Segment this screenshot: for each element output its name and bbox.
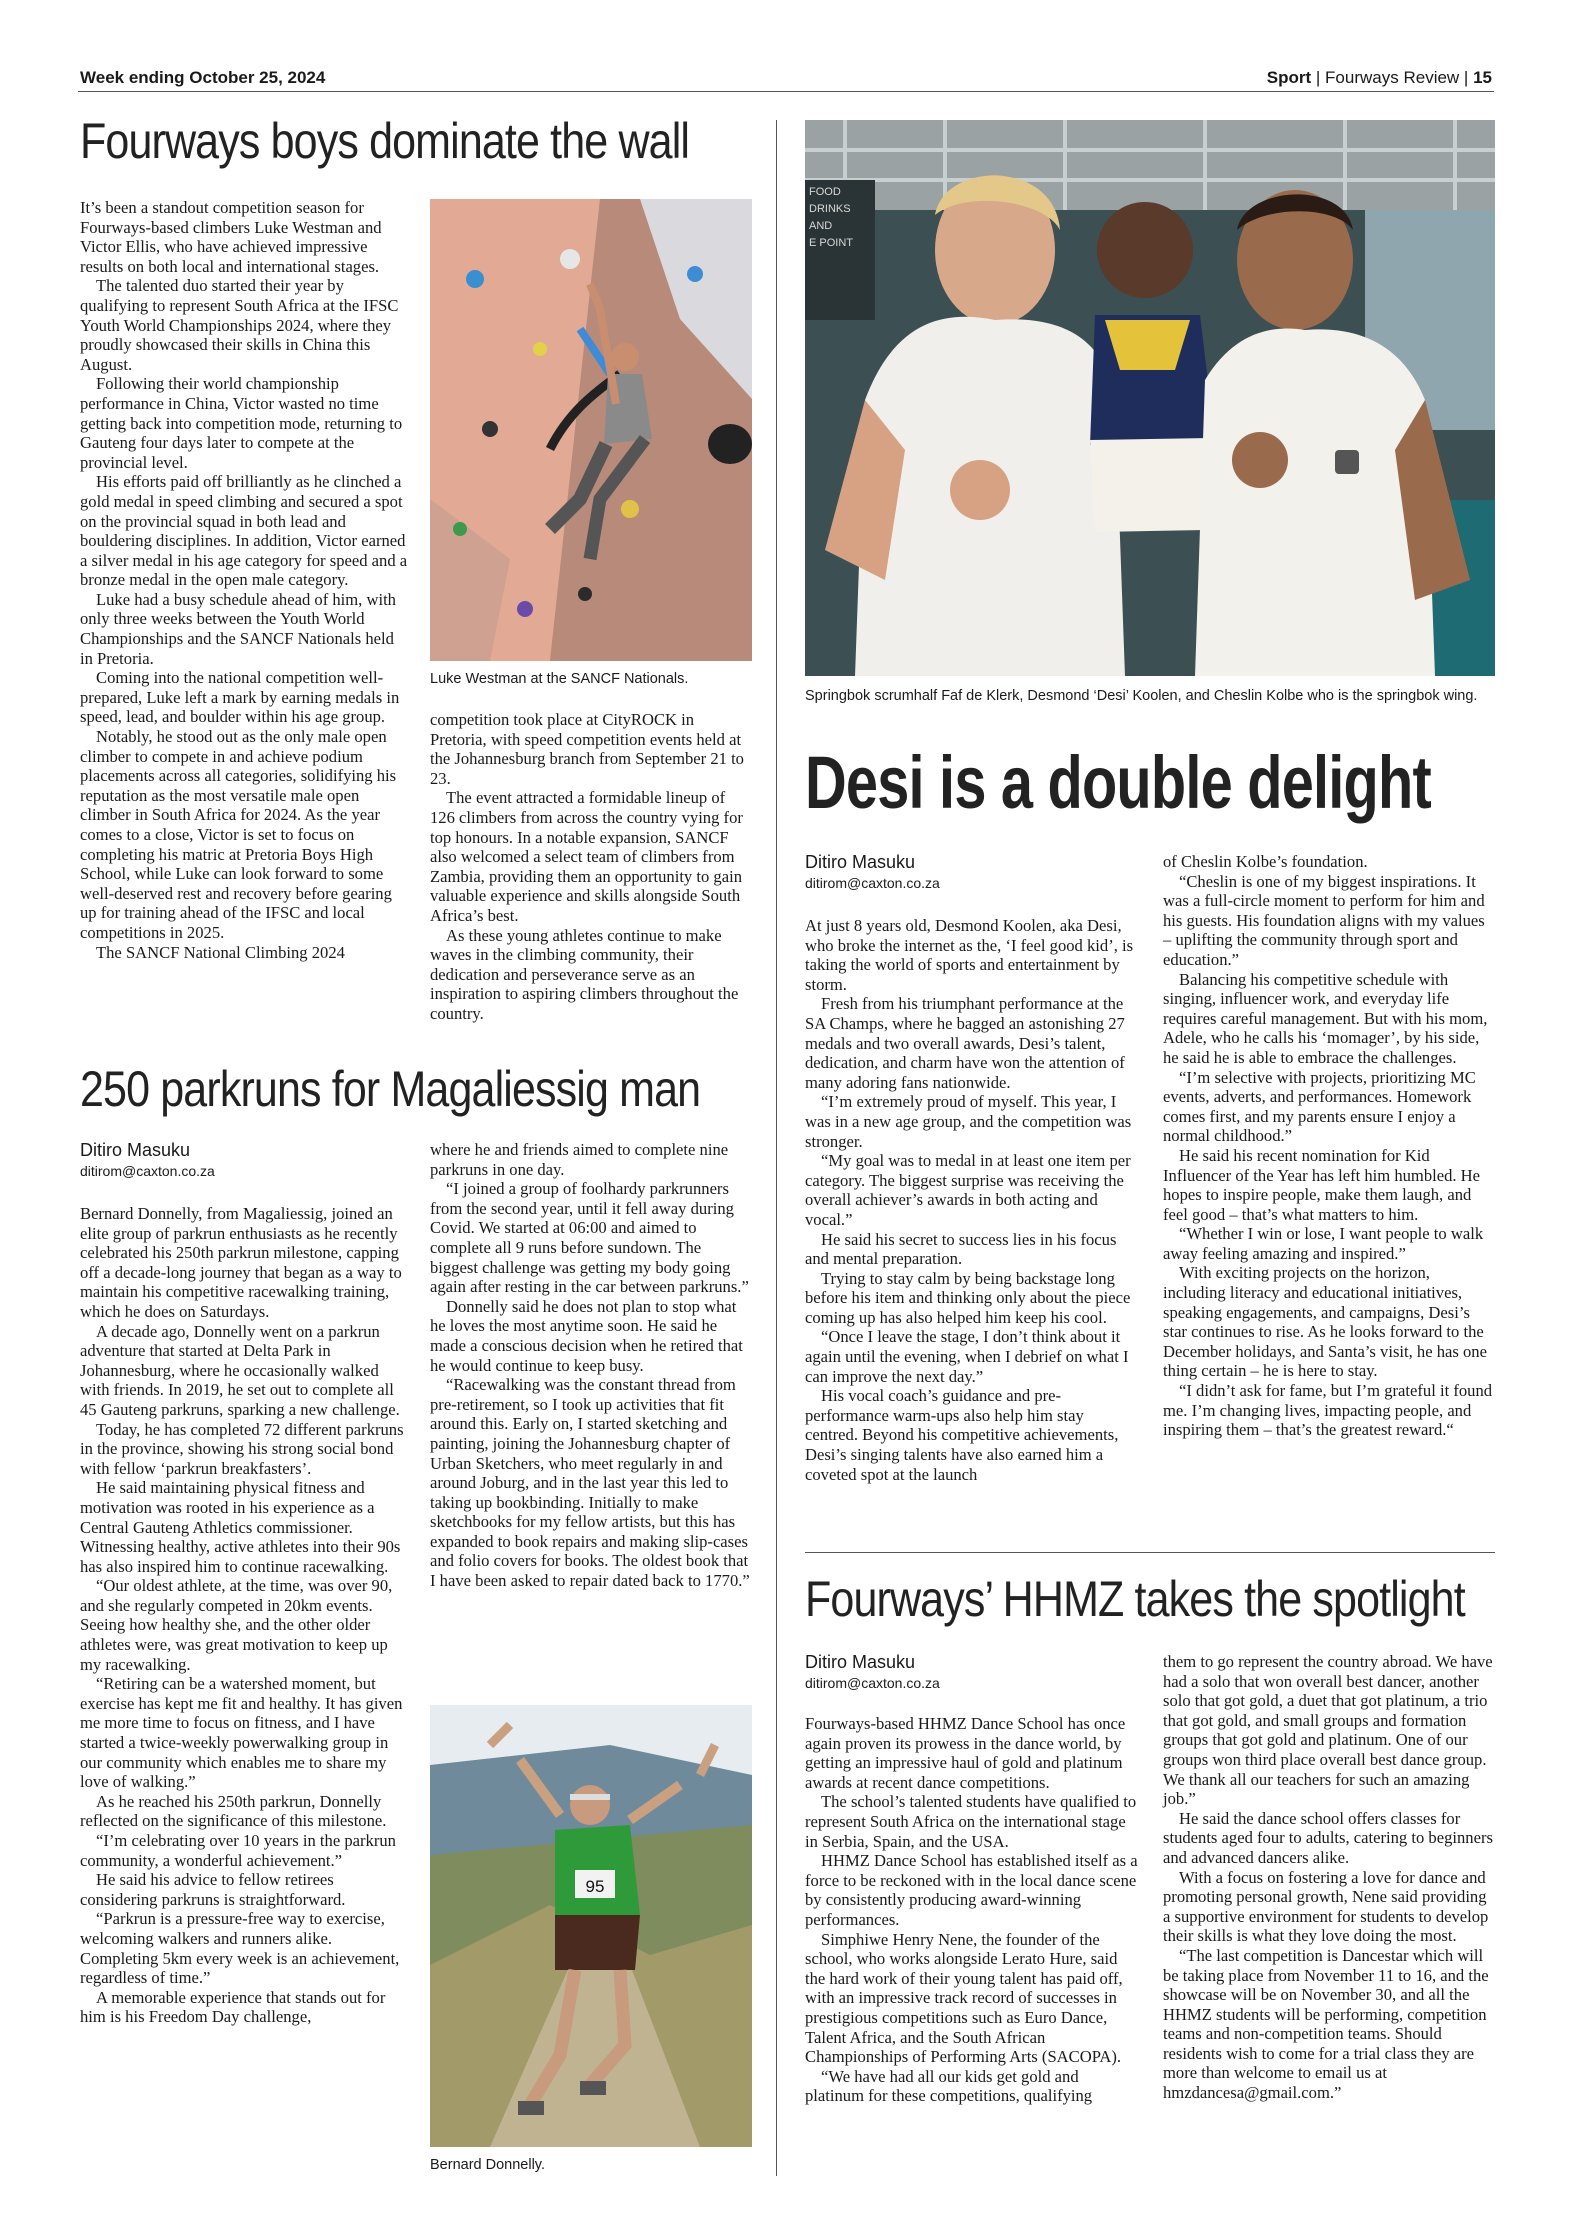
paragraph: Today, he has completed 72 different parkruns in the province, showing his strong social bond with fellow ‘parkrun breakfasters’. — [80, 1419, 404, 1478]
desi-photo — [805, 120, 1495, 676]
paragraph: “I didn’t ask for fame, but I’m grateful it found me. I’m changing lives, impacting people, and inspiring them – that’s the greatest reward.“ — [1163, 1381, 1493, 1440]
paragraph: “Retiring can be a watershed moment, but exercise has kept me fit and healthy. It has given me more time to focus on fitness, and I have started a twice-weekly powerwalking group in our community which enables me to share my love of walking.” — [80, 1674, 403, 1792]
race-bib: 95 — [585, 1877, 605, 1896]
paragraph: “I’m selective with projects, prioritizing MC events, adverts, and performances. Homework comes first, and my parents ensure I enjoy a normal childhood.” — [1163, 1067, 1476, 1146]
paragraph: As he reached his 250th parkrun, Donnelly reflected on the significance of this milestone. — [80, 1791, 387, 1831]
paragraph: Bernard Donnelly, from Magaliessig, joined an elite group of parkrun enthusiasts as he recently celebrated his 250th parkrun milestone, capping off a decade-long journey that began as a way to maintain his competitive racewalking training, which he does on Saturdays. — [80, 1204, 402, 1321]
paragraph: Balancing his competitive schedule with singing, influencer work, and everyday life requires careful management. But with his mom, Adele, who he calls his ‘momager’, by his side, he said he is able to embrace the challenges. — [1163, 969, 1488, 1067]
paragraph: “I joined a group of foolhardy parkrunners from the second year, until it fell away during Covid. We started at 06:00 and aimed to complete all 9 runs before sundown. The biggest challenge was getting my body going again after resting in the car between parkruns.” — [430, 1179, 749, 1297]
paragraph: It’s been a standout competition season for Fourways-based climbers Luke Westman and Victor Ellis, who have achieved impressive results on both local and international stages. — [80, 198, 382, 276]
sign-line: E POINT — [809, 237, 854, 249]
article3-byline — [805, 852, 940, 891]
paragraph: He said his advice to fellow retirees considering parkruns is straightforward. — [80, 1870, 346, 1909]
paragraph: competition took place at CityROCK in Pretoria, with speed competition events held at the Johannesburg branch from September 21 to 23. — [430, 710, 744, 788]
paragraph: His vocal coach’s guidance and pre-performance warm-ups also help him stay centred. Beyond his competitive achievements, Desi’s singing talents have also earned him a coveted spot at the launch — [805, 1386, 1119, 1484]
paragraph: Fresh from his triumphant performance at the SA Champs, where he bagged an astonishing 27 medals and two overall awards, Desi’s talent, dedication, and charm have won the attention of many adoring fans nationwide. — [805, 994, 1125, 1092]
paragraph: Simphiwe Henry Nene, the founder of the school, who works alongside Lerato Hure, said the hard work of their young talent has paid off, with an impressive track record of successes in prestigious competitions such as Euro Dance, Talent Africa, and the South African Championships of Performing Arts (SACOPA). — [805, 1929, 1123, 2067]
paragraph: He said maintaining physical fitness and motivation was rooted in his experience as a Central Gauteng Athletics commissioner. Witnessing healthy, active athletes into their 90s has also inspired him to continue racewalking. — [80, 1478, 401, 1576]
paragraph: “The last competition is Dancestar which will be taking place from November 11 to 16, and the showcase will be on November 30, and all the HHMZ students will be performing, competition teams and non-competition teams. Should residents wish to come for a trial class they are more than welcome to email us at hmzdancesa@gmail.com.” — [1163, 1945, 1489, 2103]
paragraph: “Whether I win or lose, I want people to walk away feeling amazing and inspired.” — [1163, 1224, 1484, 1263]
climber-caption: Luke Westman at the SANCF Nationals. — [430, 671, 689, 687]
paragraph: The event attracted a formidable lineup of 126 climbers from across the country vying for top honours. In a notable expansion, SANCF also welcomed a select team of climbers from Zambia, providing them an opportunity to gain valuable experience and skills alongside South Africa’s best. — [430, 788, 743, 925]
paragraph: “Our oldest athlete, at the time, was over 90, and she regularly competed in 20km events. Seeing how healthy she, and the other older athletes were, was great motivation to keep up my racewalking. — [80, 1576, 393, 1674]
paragraph: The talented duo started their year by qualifying to represent South Africa at the IFSC Youth World Championships 2024, where they proudly showcased their skills in China this August. — [80, 276, 399, 374]
paragraph: He said the dance school offers classes for students aged four to adults, catering to beginners and advanced dancers alike. — [1163, 1808, 1493, 1867]
author-email: ditirom@caxton.co.za — [805, 875, 940, 891]
paragraph: He said his secret to success lies in his focus and mental preparation. — [805, 1229, 1117, 1269]
paragraph: “Once I leave the stage, I don’t think about it again until the evening, when I debrief on what I can improve the next day.” — [805, 1327, 1129, 1386]
paragraph: Luke had a busy schedule ahead of him, with only three weeks between the Youth World Championships and the SANCF Nationals held in Pretoria. — [80, 589, 396, 668]
author-name: Ditiro Masuku — [805, 852, 916, 872]
paragraph: Trying to stay calm by being backstage long before his item and thinking only about the piece coming up has also helped him keep his cool. — [805, 1268, 1131, 1327]
header-rule — [78, 91, 1494, 92]
page-number: 15 — [1473, 68, 1492, 87]
paragraph: His efforts paid off brilliantly as he clinched a gold medal in speed climbing and secured a spot on the provincial squad in both lead and bouldering disciplines. In addition, Victor earned a silver medal in his age category for speed and a bronze medal in the open male category. — [80, 472, 408, 590]
article2-headline: 250 parkruns for Magaliessig man — [80, 1061, 701, 1117]
page-folio: Sport | Fourways Review | 15 — [1266, 68, 1492, 87]
climber-photo — [430, 199, 752, 661]
article-separator — [805, 1552, 1495, 1553]
paragraph: As these young athletes continue to make waves in the climbing community, their dedication and perseverance serve as an inspiration to aspiring climbers throughout the country. — [430, 925, 739, 1023]
article3-column-1 — [805, 916, 1139, 1484]
article3-headline: Desi is a double delight — [805, 741, 1431, 824]
desi-caption: Springbok scrumhalf Faf de Klerk, Desmond ‘Desi’ Koolen, and Cheslin Kolbe who is the springbok wing. — [805, 688, 1478, 704]
article4-headline: Fourways’ HHMZ takes the spotlight — [805, 1571, 1465, 1627]
paragraph: Donnelly said he does not plan to stop what he loves the most anytime soon. He said he made a conscious decision when he retired that he would continue to keep busy. — [430, 1296, 743, 1375]
paragraph: With a focus on fostering a love for dance and promoting personal growth, Nene said providing a supportive environment for students to develop their skills is what they love doing the most. — [1163, 1867, 1489, 1946]
article1-headline: Fourways boys dominate the wall — [80, 113, 690, 169]
article4-column-1 — [805, 1714, 1139, 2106]
article3-column-2 — [1163, 852, 1495, 1440]
article2-column-1 — [80, 1204, 410, 2027]
issue-date: Week ending October 25, 2024 — [80, 68, 326, 87]
paragraph: Notably, he stood out as the only male open climber to compete in and achieve podium placements across all categories, solidifying his reputation as the most versatile male open climber in South Africa for 2024. As the year comes to a close, Victor is set to focus on completing his matric at Pretoria Boys High School, while Luke can look forward to some well-deserved rest and recovery before gearing up for training ahead of the IFSC and local competitions in 2025. — [80, 727, 397, 942]
runner-caption: Bernard Donnelly. — [430, 2157, 545, 2173]
paragraph: Fourways-based HHMZ Dance School has once again proven its prowess in the dance world, by getting an impressive haul of gold and platinum awards at recent dance competitions. — [805, 1714, 1126, 1792]
paragraph: Following their world championship performance in China, Victor wasted no time getting back into competition mode, returning to Gauteng four days later to compete at the provincial level. — [80, 374, 403, 472]
paragraph: With exciting projects on the horizon, including literacy and educational initiatives, speaking engagements, and campaigns, Desi’s star continues to rise. As he looks forward to the December holidays, and Santa’s visit, he has one thing certain – he is here to stay. — [1163, 1263, 1487, 1381]
paragraph: “I’m celebrating over 10 years in the parkrun community, a wonderful achievement.” — [80, 1831, 396, 1870]
sign-line: FOOD — [809, 186, 841, 198]
paragraph: At just 8 years old, Desmond Koolen, aka Desi, who broke the internet as the, ‘I feel good kid’, is taking the world of sports and entertainment by storm. — [805, 916, 1134, 994]
paragraph: “Parkrun is a pressure-free way to exercise, welcoming walkers and runners alike. Completing 5km every week is an achievement, regardless of time.” — [80, 1909, 400, 1988]
section-name: Sport — [1266, 68, 1312, 87]
author-name: Ditiro Masuku — [805, 1652, 916, 1672]
paragraph: “Racewalking was the constant thread from pre-retirement, so I took up activities that fit around this. Early on, I started sketching and painting, joining the Johannesburg chapter of Urban Sketchers, who meet regularly in and around Joburg, and in the last year this led to taking up bookbinding. Initially to make sketchbooks for my fellow artists, but this has expanded to book repairs and making slip-cases and folio covers for books. The oldest book that I have been asked to repair dated back to 1770.” — [430, 1375, 750, 1591]
paragraph: of Cheslin Kolbe’s foundation. — [1163, 852, 1368, 871]
paragraph: “We have had all our kids get gold and platinum for these competitions, qualifying — [805, 2066, 1093, 2106]
article4-column-2 — [1163, 1652, 1495, 2103]
paragraph: He said his recent nomination for Kid Influencer of the Year has left him humbled. He hopes to inspire people, make them laugh, and feel good – that’s what matters to him. — [1163, 1145, 1481, 1224]
article1-column-1 — [80, 198, 410, 962]
sign-line: AND — [809, 220, 833, 232]
paragraph: The school’s talented students have qualified to represent South Africa on the international stage in Serbia, Spain, and the USA. — [805, 1792, 1137, 1851]
article2-column-2 — [430, 1140, 752, 1591]
column-divider — [776, 120, 777, 2176]
paragraph: them to go represent the country abroad. We have had a solo that won overall best dancer, another solo that got gold, a duet that got platinum, a trio that got gold, and small groups and formation groups that got gold and platinum. One of our groups won third place overall best dance group. We thank all our teachers for such an amazing job.” — [1163, 1652, 1493, 1809]
sign-line: DRINKS — [809, 203, 851, 215]
article4-byline — [805, 1652, 940, 1691]
article2-byline — [80, 1140, 215, 1179]
author-name: Ditiro Masuku — [80, 1140, 191, 1160]
paragraph: “Cheslin is one of my biggest inspirations. It was a full-circle moment to perform for him and his guests. His foundation aligns with my values – uplifting the community through sport and education.” — [1163, 871, 1485, 969]
paragraph: “My goal was to medal in at least one item per category. The biggest surprise was receiving the overall achiever’s awards in both acting and vocal.” — [805, 1151, 1131, 1229]
paragraph: The SANCF National Climbing 2024 — [96, 942, 345, 962]
author-email: ditirom@caxton.co.za — [80, 1163, 215, 1179]
runner-photo — [430, 1705, 752, 2147]
paragraph: A decade ago, Donnelly went on a parkrun adventure that started at Delta Park in Johannesburg, where he occasionally walked with friends. In 2019, he set out to complete all 45 Gauteng parkruns, sparking a new challenge. — [80, 1321, 400, 1419]
paragraph: where he and friends aimed to complete nine parkruns in one day. — [430, 1140, 729, 1179]
paragraph: HHMZ Dance School has established itself as a force to be reckoned with in the local dance scene by consistently producing award-winning performances. — [805, 1851, 1138, 1929]
paragraph: “I’m extremely proud of myself. This year, I was in a new age group, and the competition was stronger. — [805, 1092, 1132, 1151]
article1-column-2 — [430, 710, 752, 1024]
paragraph: A memorable experience that stands out for him is his Freedom Day challenge, — [80, 1987, 386, 2027]
author-email: ditirom@caxton.co.za — [805, 1675, 940, 1691]
paragraph: Coming into the national competition well-prepared, Luke left a mark by earning medals in speed, lead, and boulder within his age group. — [80, 668, 400, 727]
paper-name: Fourways Review — [1325, 68, 1460, 87]
